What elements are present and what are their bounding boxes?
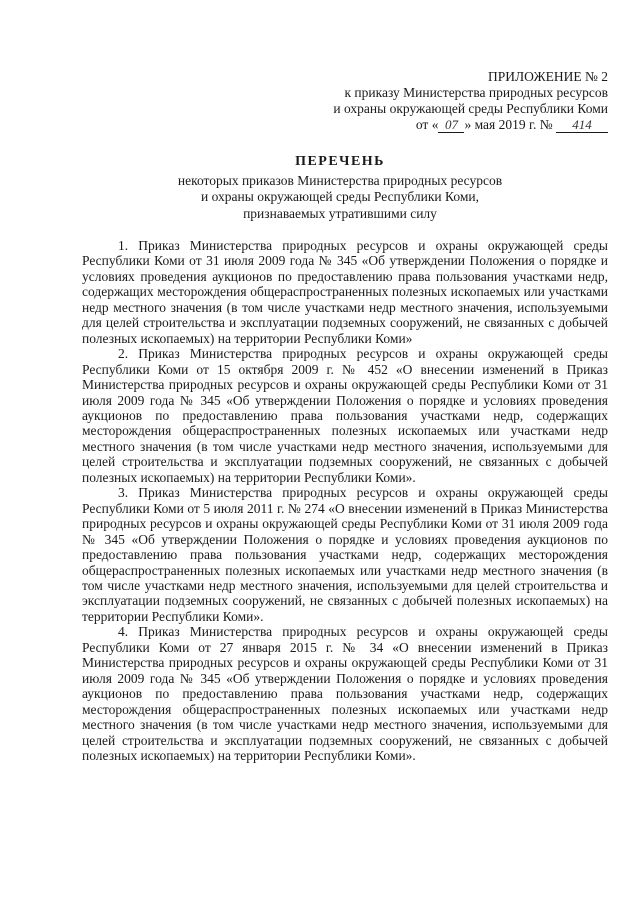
subtitle-line-1: некоторых приказов Министерства природных ресурсов [177, 172, 503, 188]
list-item: 1. Приказ Министерства природных ресурсов и охраны окружающей среды Республики Коми от 31 июля 2009 года № 345 «Об утверждении Положения о порядке и условиях проведения аукционов по предоставлению права пользования участками недр, содержащих месторождения общераспространенных полезных ископаемых или участками недр местного значения (в том числе участками недр местного значения, используемыми для целей строительства и эксплуатации подземных сооружений, не связанных с добычей полезных ископаемых) на территории Республики Коми» [82, 238, 608, 346]
list-item: 3. Приказ Министерства природных ресурсов и охраны окружающей среды Республики Коми от 5 июля 2011 г. № 274 «О внесении изменений в Приказ Министерства природных ресурсов и охраны окружающей среды Республики Коми от 31 июля 2009 года № 345 «Об утверждении Положения о порядке и условиях проведения аукционов по предоставлению права пользования участками недр, содержащих месторождения общераспространенных полезных ископаемых или участками недр местного значения (в том числе участками недр местного значения, используемыми для целей строительства и эксплуатации подземных сооружений, не связанных с добычей полезных ископаемых) на территории Республики Коми». [82, 485, 608, 624]
appendix-date-line [268, 117, 608, 133]
appendix-order-line2: и охраны окружающей среды Республики Коми [333, 101, 608, 116]
title-block [60, 154, 620, 222]
date-middle: » мая 2019 г. № [464, 117, 553, 132]
list-item: 4. Приказ Министерства природных ресурсов и охраны окружающей среды Республики Коми от 27 января 2015 г. № 34 «О внесении изменений в Приказ Министерства природных ресурсов и охраны окружающей среды Республики Коми от 31 июля 2009 года № 345 «Об утверждении Положения о порядке и условиях проведения аукционов по предоставлению права пользования участками недр, содержащих месторождения общераспространенных полезных ископаемых или участками недр местного значения (в том числе участками недр местного значения, используемыми для целей строительства и эксплуатации подземных сооружений, не связанных с добычей полезных ископаемых) на территории Республики Коми». [82, 624, 608, 763]
list-item: 2. Приказ Министерства природных ресурсов и охраны окружающей среды Республики Коми от 15 октября 2009 г. № 452 «О внесении изменений в Приказ Министерства природных ресурсов и охраны окружающей среды Республики Коми от 31 июля 2009 года № 345 «Об утверждении Положения о порядке и условиях проведения аукционов по предоставлению права пользования участками недр, содержащих месторождения общераспространенных полезных ископаемых или участками недр местного значения (в том числе участками недр местного значения, используемыми для целей строительства и эксплуатации подземных сооружений, не связанных с добычей полезных ископаемых) на территории Республики Коми». [82, 346, 608, 485]
handwritten-day: 07 [438, 118, 464, 133]
document-heading: ПЕРЕЧЕНЬ [295, 154, 385, 169]
subtitle-line-3: признаваемых утратившими силу [243, 205, 437, 221]
handwritten-order-number: 414 [556, 118, 608, 133]
subtitle-line-2: и охраны окружающей среды Республики Коми, [201, 189, 479, 204]
appendix-order-line1: к приказу Министерства природных ресурсов [344, 85, 608, 100]
orders-list [82, 238, 608, 763]
appendix-header [268, 69, 608, 133]
appendix-title: ПРИЛОЖЕНИЕ № 2 [487, 69, 608, 84]
date-prefix: от « [415, 117, 439, 132]
